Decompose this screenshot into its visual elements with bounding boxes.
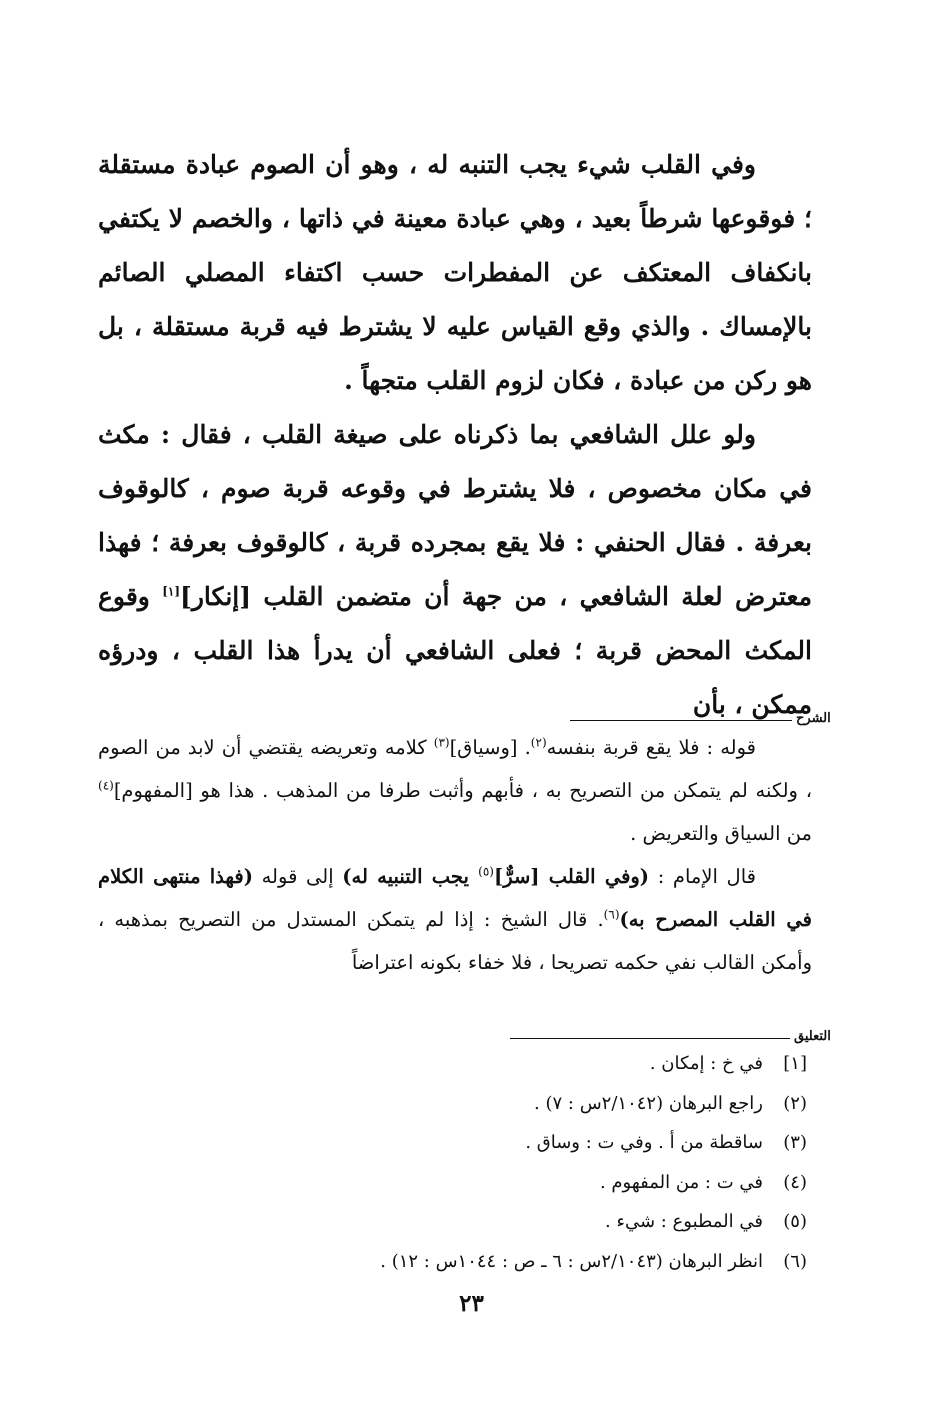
footnote-item — [207, 1163, 807, 1203]
footnote-ref-3: (٣) — [433, 735, 450, 750]
footnotes-list — [207, 1044, 807, 1281]
commentary-paragraph-2: قال الإمام : (وفي القلب [سرٌّ]$^{(٥)}$ يجب التنبيه له) إلى قوله (فهذا منتهى الكلام في القلب المصرح به)$^{(٦)}$. قال الشيخ : إذا لم يتمكن المستدل من التصريح بمذهبه ، وأمكن القالب نفي حكمه تصريحا ، فلا خفاء بكونه اعتراضاً — [98, 864, 813, 974]
commentary-label: الشرح — [796, 711, 831, 726]
notes-label: التعليق — [794, 1029, 831, 1044]
footnote-item — [207, 1202, 807, 1242]
notes-divider — [510, 1022, 831, 1044]
footnote-ref-4: (٤) — [98, 778, 114, 793]
page-number: ٢٣ — [459, 1290, 484, 1317]
commentary-paragraph-1: قوله : فلا يقع قربة بنفسه$^{(٢)}$. [وسياق]$^{(٣)}$ كلامه وتعريضه يقتضي أن لابد من الصوم ، ولكنه لم يتمكن من التصريح به ، فأبهم وأثبت طرفا من المذهب . هذا هو [المفهوم]$^{(٤)}$ من السياق والتعريض . — [98, 735, 812, 845]
footnote-item — [207, 1084, 807, 1124]
footnote-text: في ت : من المفهوم . — [599, 1171, 763, 1193]
footnote-number: (٤) — [783, 1171, 807, 1193]
footnote-number: (٢) — [783, 1092, 807, 1114]
footnote-ref-2: (٢) — [530, 735, 547, 750]
footnote-number: (٦) — [783, 1250, 807, 1272]
footnote-ref-1: [١] — [162, 584, 181, 599]
main-paragraph-2: ولو علل الشافعي بما ذكرناه على صيغة القلب ، فقال : مكث في مكان مخصوص ، فلا يشترط في وقوعه قربة صوم ، كالوقوف بعرفة . فقال الحنفي : فلا يقع بمجرده قربة ، كالوقوف بعرفة ؛ فهذا معترض لعلة الشافعي ، من جهة أن متضمن القلب [إنكار][١] وقوع المكث المحض قربة ؛ فعلى الشافعي أن يدرأ هذا القلب ، ودرؤه ممكن ، بأن — [98, 420, 813, 719]
footnote-ref-6: (٦) — [603, 907, 620, 922]
footnote-item — [207, 1123, 807, 1163]
footnote-text: في المطبوع : شيء . — [605, 1211, 763, 1232]
footnote-number: [١] — [783, 1053, 807, 1074]
main-text — [98, 138, 812, 732]
footnote-item — [207, 1242, 807, 1282]
divider-line — [510, 1038, 790, 1039]
divider-line — [570, 720, 792, 721]
footnote-text: في خ : إمكان . — [649, 1053, 763, 1074]
commentary-divider — [570, 704, 831, 726]
main-paragraph-1: وفي القلب شيء يجب التنبه له ، وهو أن الصوم عبادة مستقلة ؛ فوقوعها شرطاً بعيد ، وهي عبادة معينة في ذاتها ، والخصم لا يكتفي بانكفاف المعتكف عن المفطرات حسب اكتفاء المصلي الصائم بالإمساك . والذي وقع القياس عليه لا يشترط فيه قربة مستقلة ، بل هو ركن من عبادة ، فكان لزوم القلب متجهاً . — [98, 150, 812, 395]
footnote-text: انظر البرهان (٢/١٠٤٣س : ٦ ـ ص : ١٠٤٤س : ١٢) . — [380, 1250, 763, 1272]
footnote-text: ساقطة من أ . وفي ت : وساق . — [525, 1132, 763, 1153]
footnote-number: (٥) — [783, 1211, 807, 1232]
footnote-item — [207, 1044, 807, 1084]
commentary-text — [98, 726, 812, 984]
footnote-ref-5: (٥) — [478, 864, 494, 879]
footnote-number: (٣) — [783, 1132, 807, 1153]
footnote-text: راجع البرهان (٢/١٠٤٢س : ٧) . — [534, 1092, 763, 1114]
